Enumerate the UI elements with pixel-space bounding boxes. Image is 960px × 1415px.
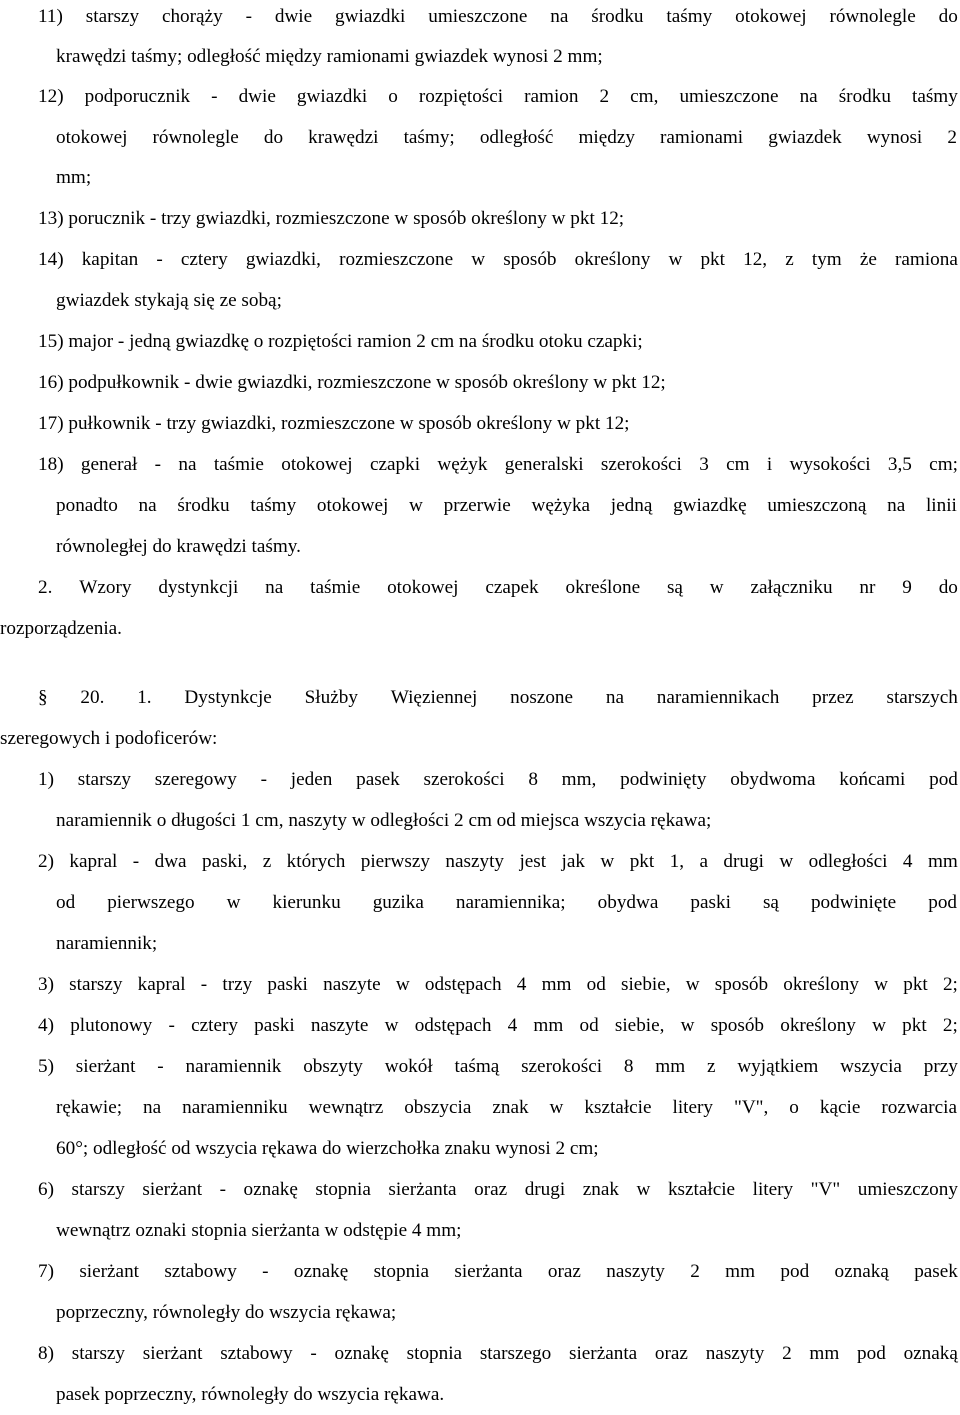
word: gwiazdki	[335, 6, 406, 27]
word: naramiennikach	[656, 687, 780, 708]
word: naszyte	[323, 974, 381, 995]
text-line	[38, 1005, 958, 1046]
word: sierżanta	[454, 1261, 523, 1282]
word: -	[132, 851, 140, 872]
word: od	[579, 1015, 599, 1036]
word: sierżant	[75, 1056, 136, 1077]
word: pod	[780, 1261, 810, 1282]
word: czapek	[485, 577, 539, 598]
word: obydwoma	[730, 769, 816, 790]
word: równolegle	[152, 127, 239, 148]
word: umieszczone	[679, 86, 779, 107]
word: 4	[507, 1015, 518, 1036]
word: ramionami	[660, 127, 744, 148]
word: pod	[857, 1343, 886, 1364]
word: sztabowy	[220, 1343, 293, 1364]
word: szerokości	[521, 1056, 603, 1077]
word: środku	[177, 495, 230, 516]
word: nr	[859, 577, 876, 598]
word: obszycia	[404, 1097, 472, 1118]
word: pkt	[700, 249, 725, 270]
word: mm,	[561, 769, 597, 790]
word: 3	[699, 454, 709, 475]
word: 8	[528, 769, 538, 790]
text-line: 17) pułkownik - trzy gwiazdki, rozmieszczone w sposób określony w pkt 12;	[38, 413, 630, 434]
text-line: 15) major - jedną gwiazdkę o rozpiętości ramion 2 cm na środku otoku czapki;	[38, 331, 643, 352]
word: jest	[519, 851, 547, 872]
text-line	[38, 239, 958, 280]
word: starszy	[69, 974, 123, 995]
word: -	[262, 1261, 269, 1282]
word: starszy	[85, 6, 140, 27]
word: z	[785, 249, 794, 270]
word: na	[138, 495, 157, 516]
word: odległości	[808, 851, 888, 872]
word: na	[799, 86, 818, 107]
word: czapki	[369, 454, 421, 475]
word: określony	[783, 974, 859, 995]
word: w	[680, 1015, 695, 1036]
word: -	[156, 249, 163, 270]
word: taśmy;	[403, 127, 455, 148]
word: oznaką	[903, 1343, 958, 1364]
word: cztery	[180, 249, 228, 270]
word: Służby	[304, 687, 358, 708]
word: -	[154, 454, 162, 475]
word: pierwszy	[360, 851, 430, 872]
word: rękawie;	[56, 1097, 123, 1118]
word: podporucznik	[84, 86, 191, 107]
word: na	[178, 454, 197, 475]
word: obydwa	[597, 892, 659, 913]
word: równolegle	[829, 6, 916, 27]
word: 2	[782, 1343, 792, 1364]
word: trzy	[222, 974, 253, 995]
text-line	[56, 1087, 957, 1128]
word: generalski	[504, 454, 584, 475]
word: sposób	[714, 974, 769, 995]
word: określony	[780, 1015, 856, 1036]
text-line: krawędzi taśmy; odległość między ramionami gwiazdek wynosi 2 mm;	[56, 46, 603, 67]
text-line	[38, 964, 958, 1005]
word: linii	[925, 495, 957, 516]
word: 20.	[80, 687, 105, 708]
word: 4	[902, 851, 913, 872]
word: kształcie	[667, 1179, 736, 1200]
word: ramiona	[895, 249, 958, 270]
word: do	[263, 127, 284, 148]
word: są	[762, 892, 779, 913]
word: szerokości	[423, 769, 505, 790]
text-line	[38, 0, 958, 37]
text-line: naramiennik o długości 1 cm, naszyty w odległości 2 cm od miejsca wszycia rękawa;	[56, 810, 712, 831]
word: przerwie	[443, 495, 511, 516]
word: -	[310, 1343, 317, 1364]
text-line: 60°; odległość od wszycia rękawa do wierzchołka znaku wynosi 2 cm;	[56, 1138, 599, 1159]
word: na	[550, 6, 569, 27]
word: kapitan	[81, 249, 139, 270]
word: 2;	[942, 974, 958, 995]
word: Więziennej	[390, 687, 478, 708]
word: starszych	[886, 687, 958, 708]
word: mm	[533, 1015, 564, 1036]
word: umieszczone	[428, 6, 528, 27]
word: o	[789, 1097, 799, 1118]
word: 7)	[38, 1261, 54, 1282]
word: 4)	[38, 1015, 54, 1036]
word: od	[586, 974, 606, 995]
word: na	[887, 495, 906, 516]
word: środku	[838, 86, 891, 107]
word: rozmieszczone	[339, 249, 454, 270]
word: mm	[541, 974, 572, 995]
text-line: 16) podpułkownik - dwie gwiazdki, rozmieszczone w sposób określony w pkt 12;	[38, 372, 666, 393]
word: 12,	[743, 249, 768, 270]
section-heading-line	[38, 677, 958, 718]
word: gwiazdek	[768, 127, 842, 148]
word: między	[578, 127, 635, 148]
word: litery	[672, 1097, 713, 1118]
word: cztery	[191, 1015, 238, 1036]
text-line: rozporządzenia.	[0, 618, 122, 639]
word: siebie,	[621, 974, 671, 995]
word: kapral	[69, 851, 118, 872]
word: 8	[623, 1056, 634, 1077]
word: dwa	[154, 851, 187, 872]
word: dwie	[238, 86, 276, 107]
word: na	[143, 1097, 162, 1118]
word: od	[56, 892, 76, 913]
word: umieszczony	[857, 1179, 958, 1200]
word: Dystynkcje	[184, 687, 272, 708]
word: 9	[902, 577, 912, 598]
word: oraz	[547, 1261, 581, 1282]
word: 8)	[38, 1343, 54, 1364]
word: odstępach	[414, 1015, 492, 1036]
word: sierżant	[142, 1179, 203, 1200]
word: 2)	[38, 851, 54, 872]
word: 2;	[942, 1015, 958, 1036]
word: 6)	[38, 1179, 54, 1200]
word: jeden	[290, 769, 333, 790]
word: 2	[599, 86, 610, 107]
word: wężyk	[437, 454, 488, 475]
word: naramiennik	[185, 1056, 282, 1077]
word: jak	[561, 851, 585, 872]
word: starszego	[479, 1343, 552, 1364]
word: gwiazdki	[296, 86, 368, 107]
word: 2	[690, 1261, 700, 1282]
word: odległość	[479, 127, 554, 148]
word: sierżant	[79, 1261, 139, 1282]
word: w	[549, 1097, 564, 1118]
word: stopnia	[373, 1261, 430, 1282]
word: 3,5	[887, 454, 912, 475]
text-line	[38, 76, 958, 117]
word: otokowej	[316, 495, 389, 516]
word: naszyty	[606, 1261, 665, 1282]
word: szerokości	[600, 454, 682, 475]
word: do	[938, 6, 958, 27]
word: 1)	[38, 769, 54, 790]
word: paski	[267, 974, 308, 995]
word: taśmie	[213, 454, 264, 475]
word: sierżant	[142, 1343, 203, 1364]
word: kierunku	[272, 892, 341, 913]
word: szeregowy	[154, 769, 237, 790]
word: wysokości	[789, 454, 871, 475]
word: umieszczoną	[767, 495, 867, 516]
word: 14)	[38, 249, 64, 270]
word: mm	[927, 851, 958, 872]
word: wynosi	[866, 127, 923, 148]
word: wokół	[384, 1056, 433, 1077]
word: starszy	[71, 1179, 125, 1200]
text-line: szeregowych i podoficerów:	[0, 728, 218, 749]
word: kapral	[137, 974, 186, 995]
word: z	[262, 851, 272, 872]
word: otokowej	[281, 454, 353, 475]
word: chorąży	[161, 6, 223, 27]
word: w	[384, 1015, 399, 1036]
text-line	[38, 567, 958, 608]
word: -	[211, 86, 218, 107]
text-line	[38, 1046, 958, 1087]
word: "V"	[810, 1179, 841, 1200]
word: odstępach	[424, 974, 502, 995]
word: załączniku	[750, 577, 833, 598]
text-line	[38, 1169, 958, 1210]
text-line: gwiazdek stykają się ze sobą;	[56, 290, 282, 311]
text-line: mm;	[56, 167, 92, 188]
word: że	[859, 249, 877, 270]
text-line	[38, 759, 958, 800]
word: naszyty	[705, 1343, 765, 1364]
word: znak	[582, 1179, 619, 1200]
word: -	[219, 1179, 226, 1200]
word: w	[600, 851, 615, 872]
word: wężyka	[531, 495, 591, 516]
word: sposób	[503, 249, 557, 270]
word: wewnątrz	[308, 1097, 384, 1118]
word: w	[409, 495, 423, 516]
word: przy	[923, 1056, 958, 1077]
section-text	[38, 677, 958, 718]
word: na	[265, 577, 284, 598]
word: podwinięte	[810, 892, 897, 913]
word: mm	[655, 1056, 686, 1077]
word: 5)	[38, 1056, 54, 1077]
word: stopnia	[315, 1179, 371, 1200]
word: -	[200, 974, 208, 995]
word: taśmy	[666, 6, 713, 27]
word: -	[157, 1056, 164, 1077]
word: noszone	[510, 687, 574, 708]
word: wyjątkiem	[737, 1056, 819, 1077]
word: plutonowy	[70, 1015, 153, 1036]
text-line: 13) porucznik - trzy gwiazdki, rozmieszczone w sposób określony w pkt 12;	[38, 208, 625, 229]
word: rozpiętości	[418, 86, 504, 107]
word: znak	[492, 1097, 529, 1118]
text-line: poprzeczny, równoległy do wszycia rękawa;	[56, 1302, 397, 1323]
text-line: wewnątrz oznaki stopnia sierżanta w odstępie 4 mm;	[56, 1220, 462, 1241]
word: obszyty	[303, 1056, 363, 1077]
word: określony	[574, 249, 651, 270]
word: stopnia	[406, 1343, 463, 1364]
word: naszyty	[445, 851, 505, 872]
text-line	[56, 485, 957, 526]
word: gwiazdki,	[245, 249, 321, 270]
word: 1,	[669, 851, 685, 872]
word: sierżanta	[568, 1343, 638, 1364]
word: z	[706, 1056, 716, 1077]
word: kształcie	[584, 1097, 652, 1118]
word: siebie,	[614, 1015, 665, 1036]
word: Wzory	[79, 577, 132, 598]
word: 2.	[38, 577, 53, 598]
word: sztabowy	[164, 1261, 237, 1282]
word: oraz	[474, 1179, 508, 1200]
word: naramiennika;	[455, 892, 566, 913]
word: pasek	[356, 769, 400, 790]
word: a	[699, 851, 708, 872]
word: 2	[947, 127, 957, 148]
word: §	[38, 687, 48, 708]
word: których	[286, 851, 346, 872]
word: 4	[516, 974, 527, 995]
word: na	[605, 687, 624, 708]
word: naszyte	[310, 1015, 369, 1036]
word: cm	[726, 454, 750, 475]
word: pkt	[629, 851, 655, 872]
text-line: pasek poprzeczny, równoległy do wszycia rękawa.	[56, 1384, 445, 1405]
word: pod	[929, 769, 958, 790]
word: w	[636, 1179, 651, 1200]
word: w	[226, 892, 241, 913]
word: generał	[80, 454, 138, 475]
word: taśmy	[911, 86, 958, 107]
word: gwiazdkę	[673, 495, 747, 516]
text-line	[38, 444, 958, 485]
word: w	[471, 249, 486, 270]
text-line	[56, 117, 957, 158]
word: sposób	[710, 1015, 765, 1036]
word: oznakę	[293, 1261, 349, 1282]
text-line: równoległej do krawędzi taśmy.	[56, 536, 301, 557]
word: 18)	[38, 454, 64, 475]
word: pod	[928, 892, 957, 913]
word: 11)	[38, 6, 63, 27]
word: środku	[591, 6, 644, 27]
word: oznakę	[243, 1179, 298, 1200]
word: dwie	[274, 6, 313, 27]
text-line: naramiennik;	[56, 933, 158, 954]
text-line	[56, 882, 957, 923]
word: otokowej	[735, 6, 807, 27]
word: i	[766, 454, 773, 475]
word: tym	[811, 249, 842, 270]
word: w	[874, 974, 889, 995]
word: przez	[812, 687, 854, 708]
word: oznaką	[834, 1261, 889, 1282]
word: -	[168, 1015, 175, 1036]
word: ramion	[524, 86, 579, 107]
word: podwinięty	[620, 769, 707, 790]
word: taśmie	[310, 577, 361, 598]
word: mm	[725, 1261, 756, 1282]
word: o	[388, 86, 398, 107]
word: 3)	[38, 974, 54, 995]
word: cm;	[929, 454, 958, 475]
word: sierżanta	[388, 1179, 457, 1200]
word: guzika	[372, 892, 424, 913]
word: jedną	[610, 495, 653, 516]
word: starszy	[77, 769, 132, 790]
text-line	[38, 1251, 958, 1292]
word: w	[872, 1015, 886, 1036]
word: pkt	[902, 1015, 927, 1036]
word: pkt	[903, 974, 928, 995]
word: końcami	[839, 769, 906, 790]
word: określone	[565, 577, 641, 598]
word: cm,	[630, 86, 659, 107]
word: 1.	[137, 687, 152, 708]
word: są	[666, 577, 683, 598]
word: -	[260, 769, 267, 790]
word: naramienniku	[182, 1097, 288, 1118]
word: -	[245, 6, 252, 27]
word: taśmą	[454, 1056, 500, 1077]
word: w	[709, 577, 724, 598]
word: pasek	[914, 1261, 958, 1282]
word: otokowej	[56, 127, 128, 148]
word: w	[685, 974, 700, 995]
word: w	[668, 249, 683, 270]
word: taśmy	[250, 495, 297, 516]
word: oraz	[654, 1343, 688, 1364]
word: paski	[690, 892, 731, 913]
word: ponadto	[56, 495, 118, 516]
word: litery	[752, 1179, 794, 1200]
word: w	[779, 851, 794, 872]
word: paski	[254, 1015, 295, 1036]
word: "V",	[733, 1097, 769, 1118]
word: rozwarcia	[881, 1097, 957, 1118]
word: w	[395, 974, 410, 995]
word: starszy	[71, 1343, 126, 1364]
text-line	[38, 1333, 958, 1374]
word: pierwszego	[107, 892, 195, 913]
word: oznakę	[334, 1343, 389, 1364]
word: mm	[809, 1343, 840, 1364]
word: krawędzi	[308, 127, 379, 148]
text-line	[38, 841, 958, 882]
word: 12)	[38, 86, 64, 107]
word: wszycia	[840, 1056, 902, 1077]
word: kącie	[819, 1097, 861, 1118]
word: paski,	[201, 851, 248, 872]
word: otokowej	[387, 577, 459, 598]
word: dystynkcji	[158, 577, 239, 598]
word: drugi	[723, 851, 764, 872]
word: drugi	[524, 1179, 566, 1200]
word: do	[938, 577, 958, 598]
